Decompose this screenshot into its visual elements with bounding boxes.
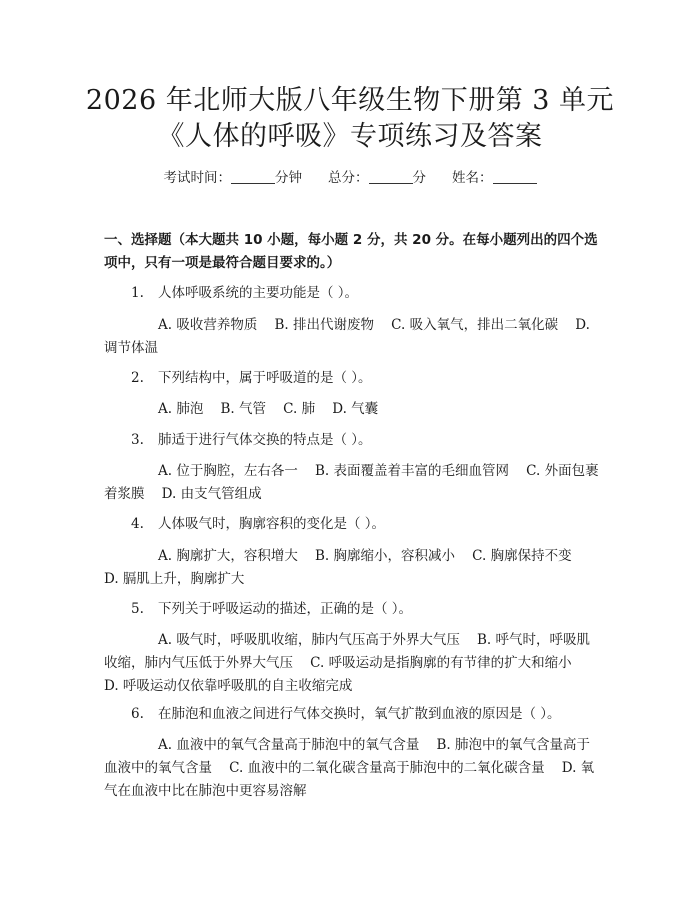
options-text: A. 肺泡 B. 气管 C. 肺 D. 气囊: [158, 401, 379, 417]
score-blank: [369, 170, 413, 184]
question-number: 2.: [131, 370, 144, 386]
time-blank: [231, 170, 275, 184]
time-label: 考试时间：: [163, 170, 231, 186]
question-text: 在肺泡和血液之间进行气体交换时，氧气扩散到血液的原因是（ ）。: [158, 706, 561, 722]
question-text: 肺适于进行气体交换的特点是（ ）。: [158, 432, 372, 448]
question-stem: [104, 282, 600, 305]
question-text: 人体呼吸系统的主要功能是（ ）。: [158, 285, 359, 301]
score-unit: 分: [412, 170, 426, 186]
question-number: 5.: [131, 601, 144, 617]
document-title-line2: 《人体的呼吸》专项练习及答案: [157, 121, 543, 152]
question-stem: [104, 513, 600, 536]
time-unit: 分钟: [275, 170, 302, 186]
exam-info-line: [0, 168, 700, 188]
question-text: 下列关于呼吸运动的描述，正确的是（ ）。: [158, 601, 413, 617]
options-text: A. 位于胸腔，左右各一 B. 表面覆盖着丰富的毛细血管网 C. 外面包裹着浆膜 D. 由支气管组成: [104, 463, 599, 502]
question-number: 1.: [131, 285, 144, 301]
section-heading: 一、选择题（本大题共 10 小题，每小题 2 分，共 20 分。在每小题列出的四个选项中，只有一项是最符合题目要求的。）: [104, 232, 598, 271]
question-options: [104, 545, 600, 591]
options-text: A. 胸廓扩大，容积增大 B. 胸廓缩小，容积减小 C. 胸廓保持不变 D. 膈肌上升，胸廓扩大: [104, 548, 589, 587]
question-number: 6.: [131, 706, 144, 722]
name-blank: [493, 170, 537, 184]
name-label: 姓名：: [452, 170, 493, 186]
document-title-line1: 2026 年北师大版八年级生物下册第 3 单元: [85, 85, 615, 116]
question-text: 人体吸气时，胸廓容积的变化是（ ）。: [158, 516, 386, 532]
score-label: 总分：: [328, 170, 369, 186]
question-stem: [104, 367, 600, 390]
question-options: [104, 314, 600, 360]
question-text: 下列结构中，属于呼吸道的是（ ）。: [158, 370, 372, 386]
question-stem: [104, 429, 600, 452]
question-options: [104, 629, 600, 698]
question-number: 4.: [131, 516, 144, 532]
question-number: 3.: [131, 432, 144, 448]
question-options: [104, 398, 600, 421]
question-options: [104, 734, 600, 803]
options-text: A. 血液中的氧气含量高于肺泡中的氧气含量 B. 肺泡中的氧气含量高于血液中的氧气含量 C. 血液中的二氧化碳含量高于肺泡中的二氧化碳含量 D. 氧气在血液中比在肺泡中更容易溶解: [104, 737, 595, 799]
question-options: [104, 460, 600, 506]
options-text: A. 吸气时，呼吸肌收缩，肺内气压高于外界大气压 B. 呼气时，呼吸肌收缩，肺内气压低于外界大气压 C. 呼吸运动是指胸廓的有节律的扩大和缩小 D. 呼吸运动仅依靠呼吸肌的自主收缩完成: [104, 632, 590, 694]
question-stem: [104, 598, 600, 621]
options-text: A. 吸收营养物质 B. 排出代谢废物 C. 吸入氧气，排出二氧化碳 D. 调节体温: [104, 317, 595, 356]
question-stem: [104, 703, 600, 726]
